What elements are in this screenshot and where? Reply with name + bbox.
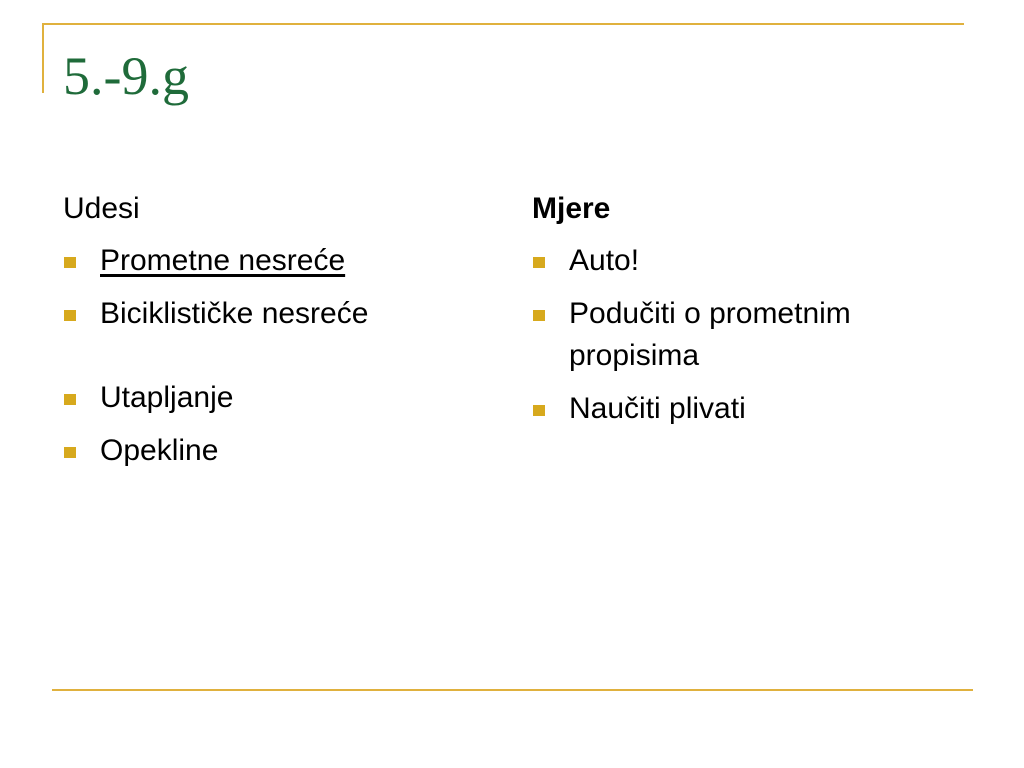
frame-top-rule xyxy=(42,23,964,25)
square-bullet-icon xyxy=(533,257,545,268)
list-item xyxy=(63,377,483,419)
slide-title: 5.-9.g xyxy=(63,46,189,106)
square-bullet-icon xyxy=(64,310,76,321)
list-item xyxy=(532,240,962,282)
list-item-link[interactable]: Prometne nesreće xyxy=(100,244,346,277)
list-item xyxy=(532,293,962,377)
list-item xyxy=(63,293,483,335)
left-column xyxy=(63,188,483,483)
list-item-label: Biciklističke nesreće xyxy=(100,297,369,330)
list-item xyxy=(63,430,483,472)
frame-bottom-rule xyxy=(52,689,973,691)
square-bullet-icon xyxy=(64,447,76,458)
list-item-label: Naučiti plivati xyxy=(569,392,746,425)
left-bullet-list xyxy=(63,240,483,472)
right-column-heading: Mjere xyxy=(532,192,611,225)
square-bullet-icon xyxy=(64,257,76,268)
list-item-label: Opekline xyxy=(100,434,219,467)
list-item-label: Podučiti o prometnim propisima xyxy=(569,297,851,372)
list-item[interactable] xyxy=(63,240,483,282)
square-bullet-icon xyxy=(533,310,545,321)
right-column xyxy=(532,188,962,441)
list-item xyxy=(532,388,962,430)
square-bullet-icon xyxy=(533,405,545,416)
list-item-label: Auto! xyxy=(569,244,640,277)
right-bullet-list xyxy=(532,240,962,430)
frame-left-rule xyxy=(42,23,44,93)
left-column-heading: Udesi xyxy=(63,192,140,225)
square-bullet-icon xyxy=(64,394,76,405)
list-item-label: Utapljanje xyxy=(100,381,234,414)
